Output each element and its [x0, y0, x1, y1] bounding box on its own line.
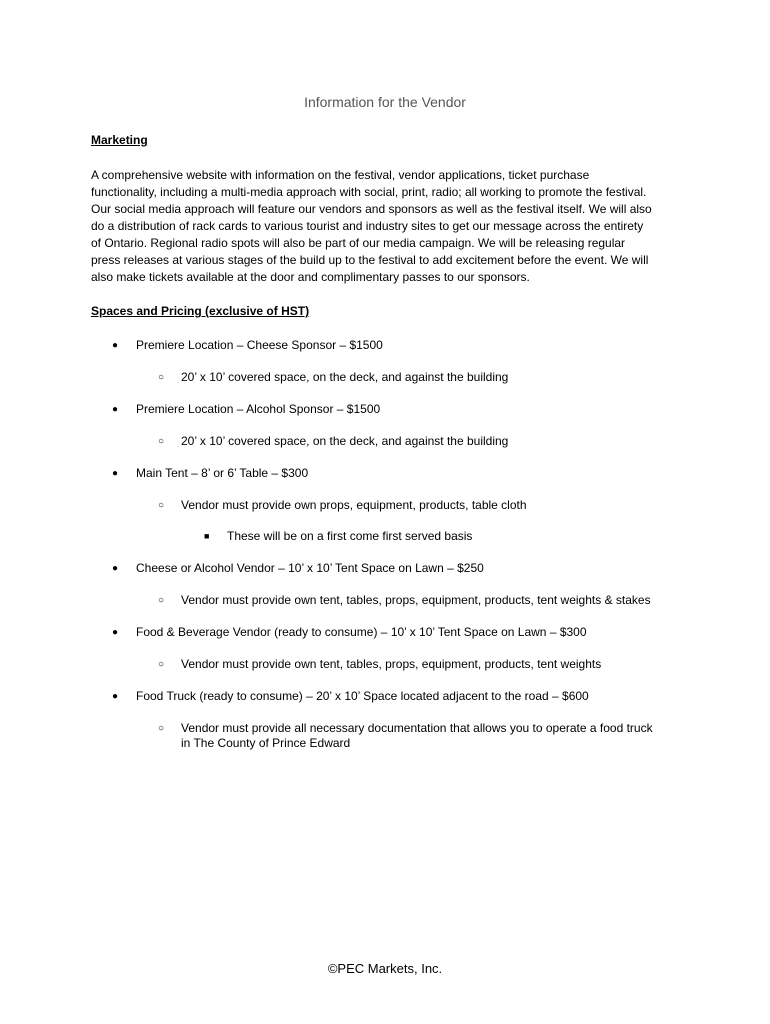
pricing-detail — [158, 370, 681, 385]
circle-bullet-icon: ○ — [158, 436, 165, 447]
pricing-detail-text: Vendor must provide own props, equipment, products, table cloth — [181, 498, 527, 512]
bullet-icon: ● — [112, 404, 119, 415]
pricing-item-text: Food & Beverage Vendor (ready to consume) – 10’ x 10’ Tent Space on Lawn – $300 — [136, 625, 587, 639]
square-bullet-icon: ■ — [204, 531, 210, 541]
marketing-line: do a distribution of rack cards to various tourist and industry sites to get our message across the entirety — [91, 219, 644, 233]
pricing-detail-text: 20’ x 10’ covered space, on the deck, and against the building — [181, 434, 509, 448]
pricing-detail-continued — [181, 736, 681, 751]
pricing-item-text: Cheese or Alcohol Vendor – 10’ x 10’ Tent Space on Lawn – $250 — [136, 561, 484, 575]
pricing-item — [112, 689, 589, 704]
circle-bullet-icon: ○ — [158, 372, 165, 383]
pricing-detail-text: Vendor must provide all necessary documentation that allows you to operate a food truck — [181, 721, 653, 735]
page-title: Information for the Vendor — [304, 94, 466, 110]
bullet-icon: ● — [112, 468, 119, 479]
marketing-line: functionality, including a multi-media approach with social, print, radio; all working to promote the festival. — [91, 185, 647, 199]
pricing-note — [204, 529, 473, 544]
bullet-icon: ● — [112, 627, 119, 638]
pricing-detail — [158, 657, 681, 672]
pricing-item — [112, 625, 587, 640]
circle-bullet-icon: ○ — [158, 723, 165, 734]
pricing-item — [112, 402, 381, 417]
pricing-item — [112, 466, 309, 481]
circle-bullet-icon: ○ — [158, 500, 165, 511]
marketing-heading: Marketing — [91, 133, 148, 147]
spaces-heading: Spaces and Pricing (exclusive of HST) — [91, 304, 310, 318]
pricing-item-text: Food Truck (ready to consume) – 20’ x 10’ Space located adjacent to the road – $600 — [136, 689, 589, 703]
page-footer: ©PEC Markets, Inc. — [327, 961, 443, 976]
marketing-line: also make tickets available at the door and complimentary passes to our sponsors. — [91, 270, 530, 284]
bullet-icon: ● — [112, 691, 119, 702]
pricing-detail — [158, 721, 681, 736]
pricing-note-text: These will be on a first come first served basis — [227, 529, 473, 543]
marketing-line: of Ontario. Regional radio spots will also be part of our media campaign. We will be releasing regular — [91, 236, 626, 250]
marketing-line: Our social media approach will feature our vendors and sponsors as well as the festival itself. We will also — [91, 202, 652, 216]
pricing-item — [112, 561, 484, 576]
pricing-detail-text: in The County of Prince Edward — [181, 736, 351, 750]
pricing-item-text: Premiere Location – Cheese Sponsor – $1500 — [136, 338, 383, 352]
pricing-detail-text: Vendor must provide own tent, tables, props, equipment, products, tent weights — [181, 657, 602, 671]
marketing-paragraph — [91, 167, 691, 286]
pricing-detail — [158, 593, 681, 608]
pricing-item-text: Main Tent – 8’ or 6’ Table – $300 — [136, 466, 309, 480]
marketing-line: A comprehensive website with information on the festival, vendor applications, ticket purchase — [91, 168, 590, 182]
marketing-line: press releases at various stages of the build up to the festival to add excitement before the event. We will — [91, 253, 649, 267]
bullet-icon: ● — [112, 563, 119, 574]
pricing-detail-text: Vendor must provide own tent, tables, props, equipment, products, tent weights & stakes — [181, 593, 651, 607]
pricing-item-text: Premiere Location – Alcohol Sponsor – $1500 — [136, 402, 381, 416]
pricing-detail-text: 20’ x 10’ covered space, on the deck, and against the building — [181, 370, 509, 384]
pricing-detail — [158, 434, 681, 449]
bullet-icon: ● — [112, 340, 119, 351]
circle-bullet-icon: ○ — [158, 659, 165, 670]
pricing-detail — [158, 498, 681, 513]
circle-bullet-icon: ○ — [158, 595, 165, 606]
pricing-item — [112, 338, 383, 353]
